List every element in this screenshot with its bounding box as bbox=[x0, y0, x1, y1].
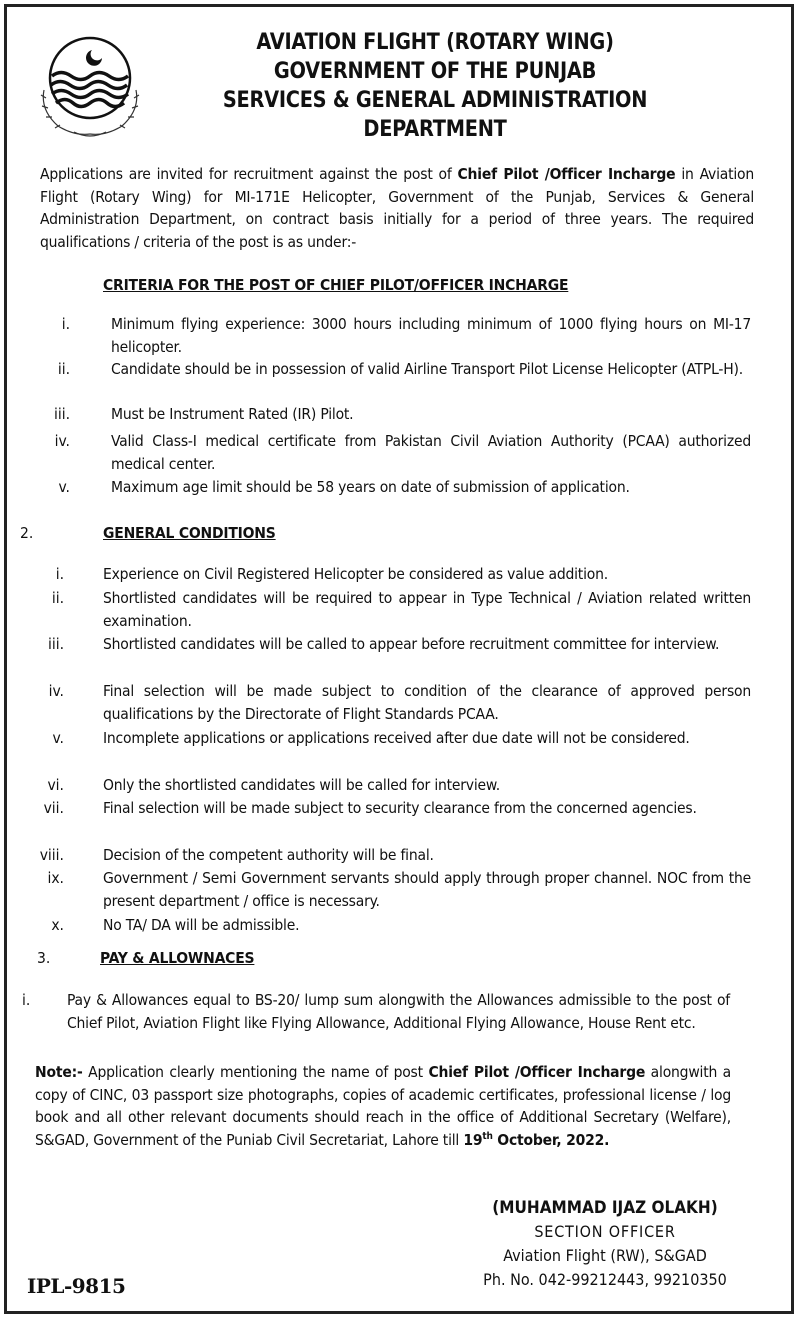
header-line-1: AVIATION FLIGHT (ROTARY WING) bbox=[256, 30, 614, 55]
signatory-designation: SECTION OFFICER bbox=[534, 1222, 676, 1241]
document-header bbox=[184, 28, 686, 144]
header-line-3: SERVICES & GENERAL ADMINISTRATION bbox=[222, 88, 648, 113]
signatory-office: Aviation Flight (RW), S&GAD bbox=[503, 1246, 707, 1265]
condition-item: Incomplete applications or applications received after due date will not be considered. bbox=[103, 729, 690, 747]
pay-item: Pay & Allowances equal to BS-20/ lump sum alongwith the Allowances admissible to the post of Chief Pilot, Aviation Flight like Flying Allowance, Additional Flying Allowance, House Rent etc. bbox=[67, 991, 730, 1032]
deadline-date: 19th October, 2022. bbox=[463, 1130, 610, 1149]
condition-item: Decision of the competent authority will be final. bbox=[103, 846, 434, 864]
punjab-emblem-icon bbox=[34, 30, 146, 142]
criteria-item: Minimum flying experience: 3000 hours including minimum of 1000 flying hours on MI-17 helicopter. bbox=[111, 315, 751, 356]
note-label: Note:- bbox=[35, 1063, 83, 1081]
note-post-name: Chief Pilot /Officer Incharge bbox=[428, 1063, 646, 1081]
post-name: Chief Pilot /Officer Incharge bbox=[457, 165, 676, 183]
section-number-3: 3. bbox=[37, 949, 51, 967]
criteria-item: Maximum age limit should be 58 years on date of submission of application. bbox=[111, 478, 630, 496]
header-line-2: GOVERNMENT OF THE PUNJAB bbox=[273, 59, 597, 84]
condition-item: Final selection will be made subject to security clearance from the concerned agencies. bbox=[103, 799, 697, 817]
criteria-item: Valid Class-I medical certificate from Pakistan Civil Aviation Authority (PCAA) authorized medical center. bbox=[111, 432, 751, 473]
criteria-item: Must be Instrument Rated (IR) Pilot. bbox=[111, 405, 354, 423]
section-number-2: 2. bbox=[20, 524, 34, 542]
reference-code: IPL-9815 bbox=[27, 1274, 126, 1298]
condition-item: Experience on Civil Registered Helicopter be considered as value addition. bbox=[103, 565, 608, 583]
condition-item: Shortlisted candidates will be called to appear before recruitment committee for interview. bbox=[103, 635, 720, 653]
signatory-phone: Ph. No. 042-99212443, 99210350 bbox=[483, 1270, 727, 1289]
general-conditions-title: GENERAL CONDITIONS bbox=[103, 524, 276, 542]
condition-item: No TA/ DA will be admissible. bbox=[103, 916, 300, 934]
signatory-name: (MUHAMMAD IJAZ OLAKH) bbox=[492, 1198, 718, 1218]
note-paragraph: Note:- Application clearly mentioning the name of post Chief Pilot /Officer Incharge alongwith a copy of CINC, 03 passport size photographs, copies of academic certificates, professional license / log book and all other relevant documents should reach in the office of Additional Secretary (Welfare), S&GAD, Government of the Puniab Civil Secretariat, Lahore till 19th October, 2022. bbox=[35, 1063, 731, 1149]
condition-item: Final selection will be made subject to condition of the clearance of approved person qualifications by the Directorate of Flight Standards PCAA. bbox=[103, 682, 751, 723]
criteria-item: Candidate should be in possession of valid Airline Transport Pilot License Helicopter (ATPL-H). bbox=[111, 360, 744, 378]
condition-item: Shortlisted candidates will be required to appear in Type Technical / Aviation related written examination. bbox=[103, 589, 751, 630]
signature-block bbox=[440, 1196, 770, 1292]
condition-item: Government / Semi Government servants should apply through proper channel. NOC from the present department / office is necessary. bbox=[103, 869, 751, 910]
intro-paragraph: Applications are invited for recruitment against the post of Chief Pilot /Officer Incharge in Aviation Flight (Rotary Wing) for MI-171E Helicopter, Government of the Punjab, Services & General Administration Department, on contract basis initially for a period of three years. The required qualifications / criteria of the post is as under:- bbox=[40, 165, 754, 251]
criteria-title: CRITERIA FOR THE POST OF CHIEF PILOT/OFFICER INCHARGE bbox=[103, 276, 569, 294]
condition-item: Only the shortlisted candidates will be called for interview. bbox=[103, 776, 500, 794]
header-line-4: DEPARTMENT bbox=[363, 117, 507, 142]
pay-allowances-title: PAY & ALLOWNACES bbox=[100, 949, 255, 967]
